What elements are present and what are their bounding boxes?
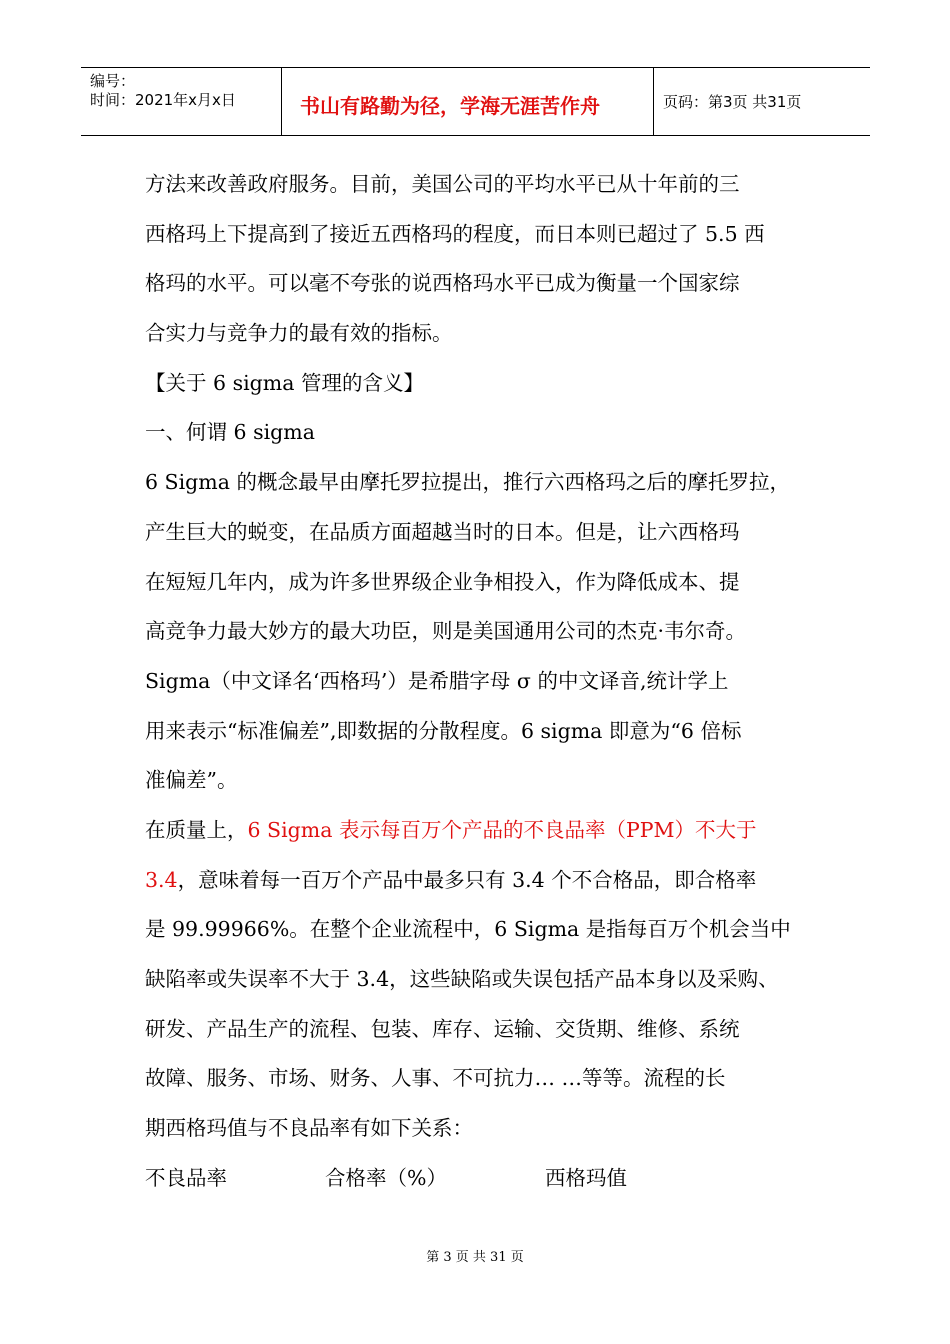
table-header-sigma-value: 西格玛值: [545, 1165, 627, 1190]
text-line: 准偏差”。: [145, 768, 238, 793]
document-time: 时间：2021年x月x日: [90, 91, 236, 109]
text-line: 研发、产品生产的流程、包装、库存、运输、交货期、维修、系统: [145, 1016, 740, 1041]
table-header-pass-rate: 合格率（%）: [325, 1165, 447, 1190]
section-heading: 【关于 6 sigma 管理的含义】: [145, 370, 424, 395]
page-footer: 第 3 页 共 31 页: [426, 1250, 524, 1265]
text-line: 高竞争力最大妙方的最大功臣，则是美国通用公司的杰克·韦尔奇。: [145, 619, 747, 644]
header-motto-cell: [282, 68, 654, 135]
table-header-defect-rate: 不良品率: [145, 1165, 227, 1190]
text-line: 方法来改善政府服务。目前，美国公司的平均水平已从十年前的三: [145, 172, 740, 196]
text-line: 是 99.99966%。在整个企业流程中，6 Sigma 是指每百万个机会当中: [145, 917, 791, 942]
table-header-row: [145, 1154, 815, 1204]
document-header: [81, 67, 870, 136]
header-page-cell: [654, 68, 870, 135]
subsection-heading: 一、何谓 6 sigma: [145, 420, 315, 445]
text-line: 在短短几年内，成为许多世界级企业争相投入，作为降低成本、提: [145, 569, 740, 594]
text-line: 期西格玛值与不良品率有如下关系：: [145, 1116, 473, 1141]
quality-highlight: 6 Sigma 表示每百万个产品的不良品率（PPM）不大于: [247, 817, 757, 842]
text-line: 西格玛上下提高到了接近五西格玛的程度，而日本则已超过了 5.5 西: [145, 221, 765, 246]
quality-rest: ，意味着每一百万个产品中最多只有 3.4 个不合格品，即合格率: [177, 867, 757, 892]
text-line: 故障、服务、市场、财务、人事、不可抗力… …等等。流程的长: [145, 1066, 726, 1091]
quality-highlight-value: 3.4: [145, 867, 178, 892]
header-page-info: 页码：第3页 共31页: [663, 93, 802, 111]
document-number-label: 编号：: [90, 72, 136, 90]
text-line: 产生巨大的蜕变，在品质方面超越当时的日本。但是，让六西格玛: [145, 519, 740, 544]
quality-line-2: [145, 856, 815, 906]
text-line: 缺陷率或失误率不大于 3.4，这些缺陷或失误包括产品本身以及采购、: [145, 967, 779, 991]
text-line: 用来表示“标准偏差”,即数据的分散程度。6 sigma 即意为“6 倍标: [145, 718, 742, 743]
text-line: Sigma（中文译名‘西格玛’）是希腊字母 σ 的中文译音,统计学上: [145, 668, 729, 693]
text-line: 6 Sigma 的概念最早由摩托罗拉提出，推行六西格玛之后的摩托罗拉，: [145, 470, 790, 495]
header-motto: 书山有路勤为径，学海无涯苦作舟: [300, 94, 600, 118]
text-line: 合实力与竞争力的最有效的指标。: [145, 321, 453, 346]
document-body: [145, 160, 815, 1203]
text-line: 格玛的水平。可以毫不夸张的说西格玛水平已成为衡量一个国家综: [145, 271, 740, 296]
quality-line-1: [145, 806, 815, 856]
quality-prefix: 在质量上，: [145, 817, 248, 842]
header-meta-cell: [81, 68, 282, 135]
